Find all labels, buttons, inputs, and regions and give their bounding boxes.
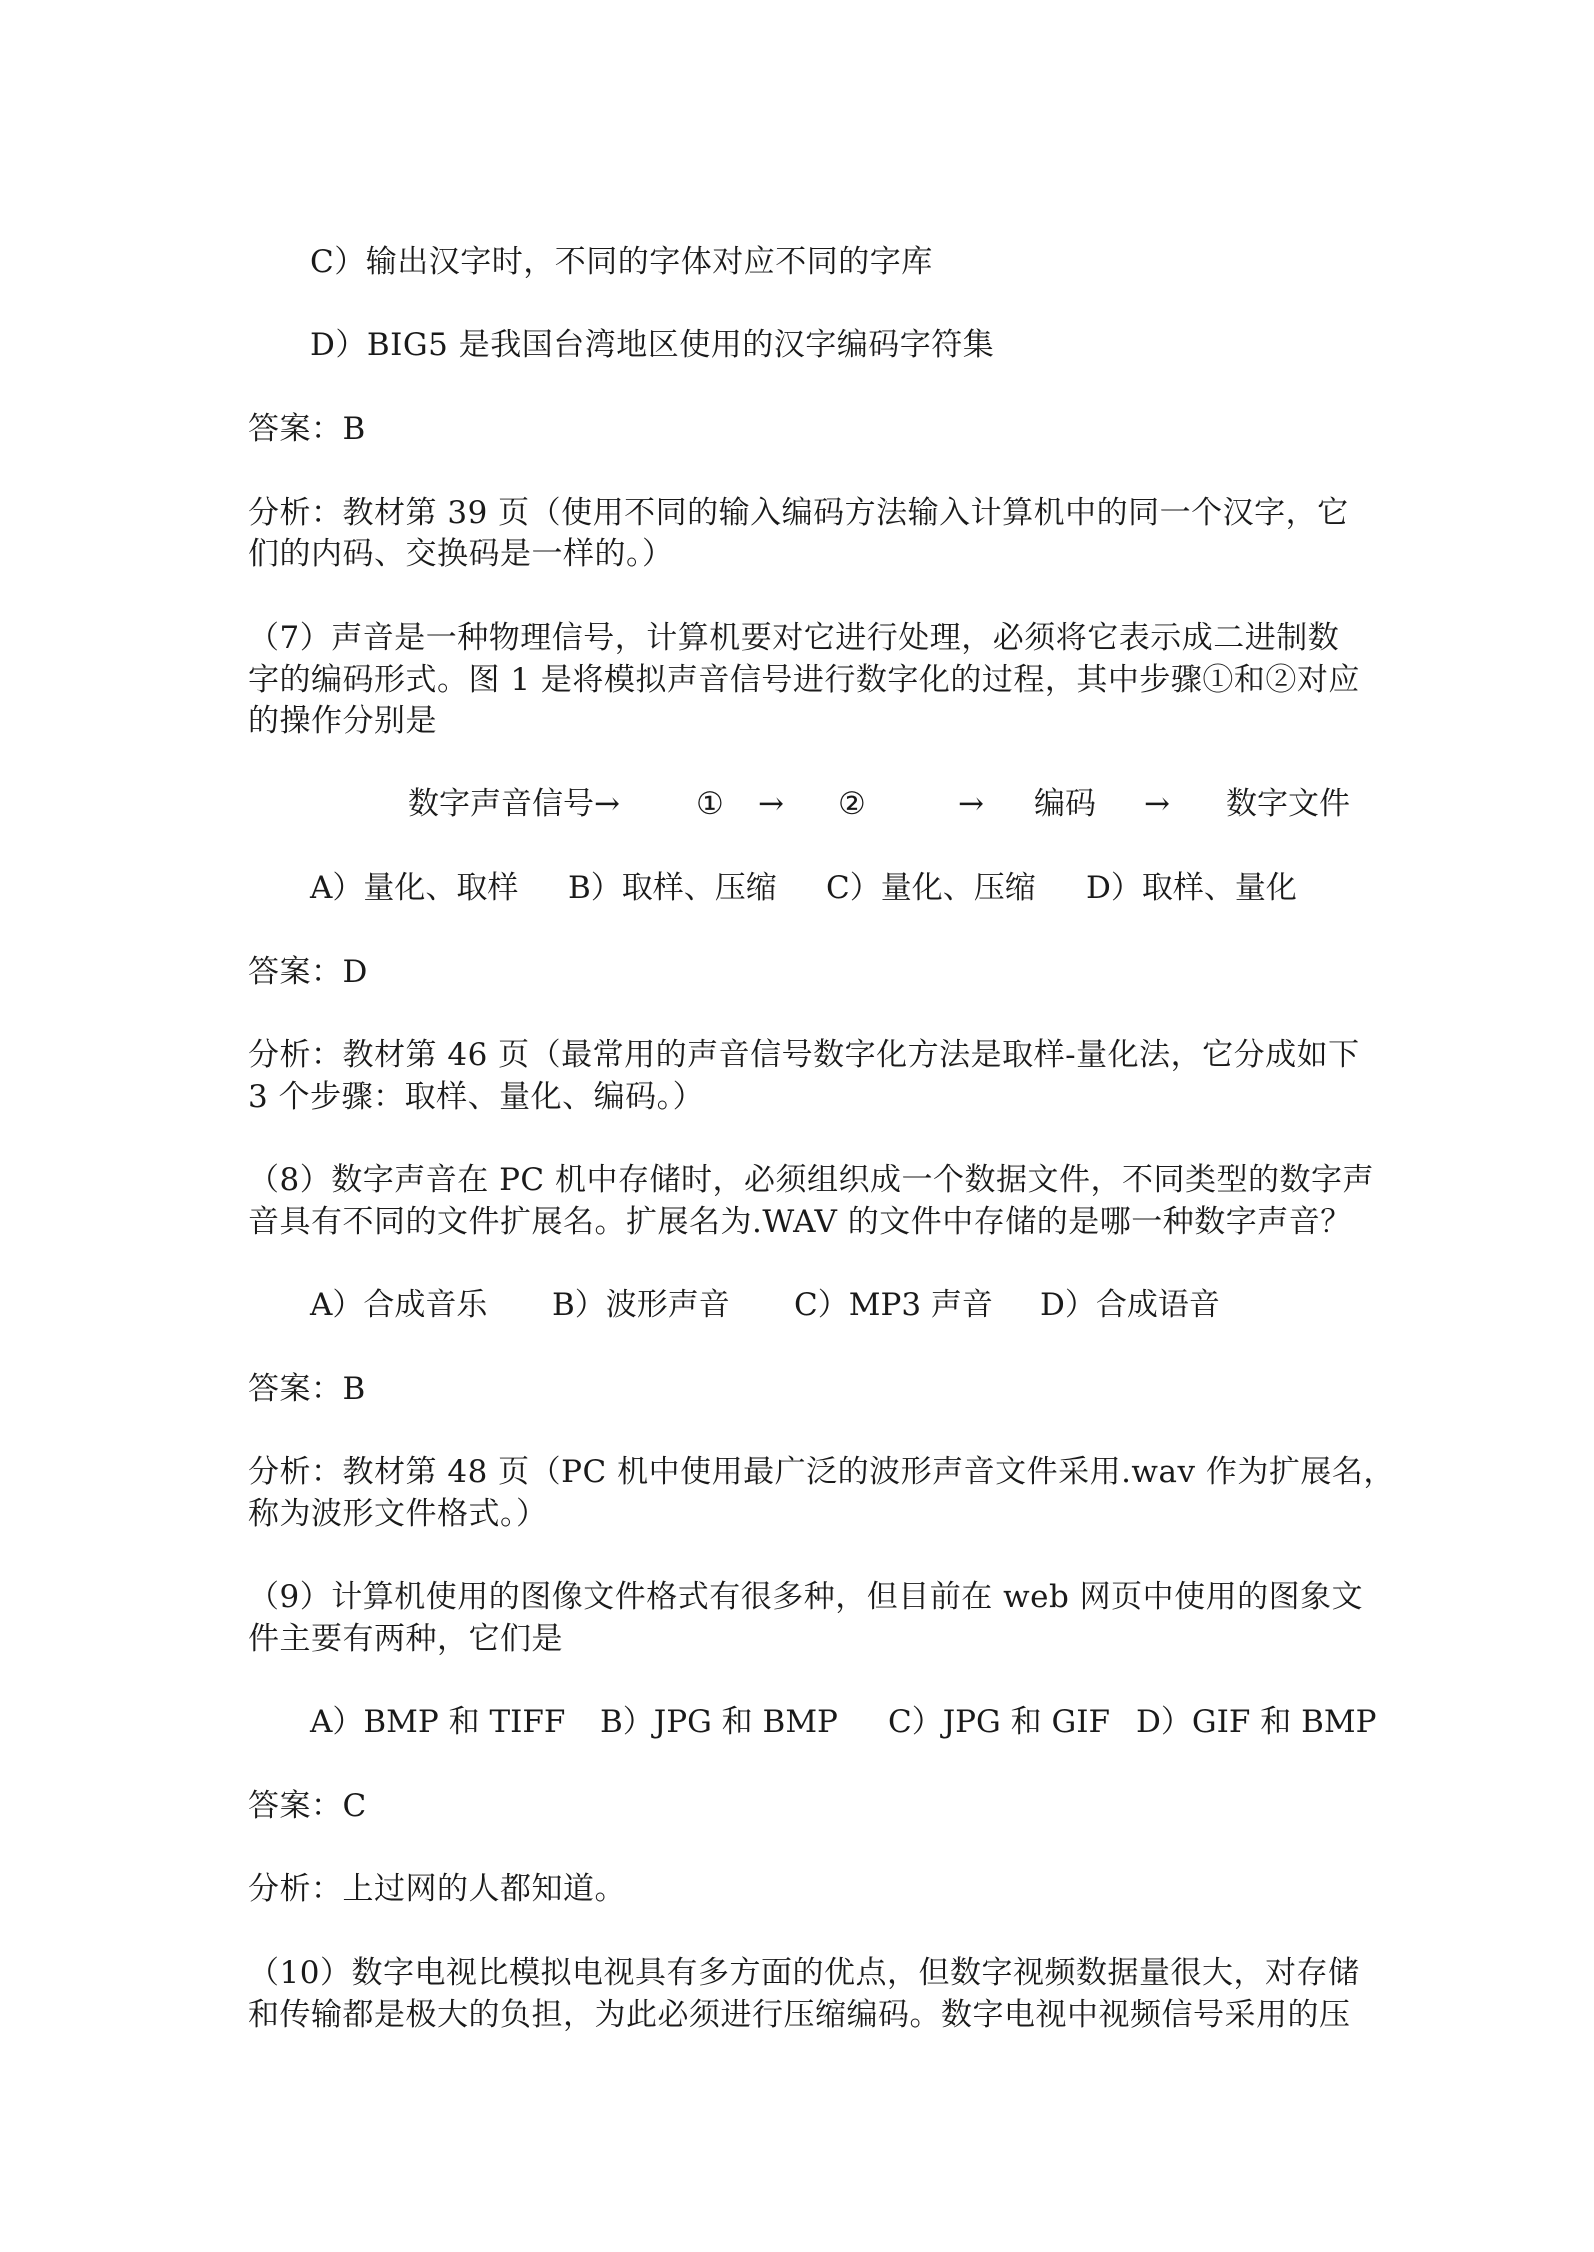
flow-step1: ① (696, 786, 724, 822)
q8-analysis-line2: 称为波形文件格式。） (248, 1496, 548, 1532)
q6-answer: 答案：B (248, 411, 366, 447)
q9-analysis: 分析：上过网的人都知道。 (248, 1871, 626, 1907)
flow-arrow1: → (758, 786, 784, 822)
q9-question-line2: 件主要有两种，它们是 (248, 1621, 563, 1657)
q7-question-line2: 字的编码形式。图 1 是将模拟声音信号进行数字化的过程，其中步骤①和②对应 (248, 662, 1360, 698)
q6-option-c: C）输出汉字时，不同的字体对应不同的字库 (310, 244, 933, 280)
q8-analysis-line1: 分析：教材第 48 页（PC 机中使用最广泛的波形声音文件采用.wav 作为扩展名， (248, 1454, 1395, 1490)
q8-option-c: C）MP3 声音 (794, 1287, 993, 1323)
q9-answer: 答案：C (248, 1788, 367, 1824)
q7-option-c: C）量化、压缩 (826, 870, 1036, 906)
q8-question-line2: 音具有不同的文件扩展名。扩展名为.WAV 的文件中存储的是哪一种数字声音？ (248, 1204, 1352, 1240)
q8-question-line1: （8）数字声音在 PC 机中存储时，必须组织成一个数据文件，不同类型的数字声 (248, 1162, 1375, 1198)
flow-end: 数字文件 (1226, 786, 1350, 822)
q8-option-b: B）波形声音 (552, 1287, 730, 1323)
flow-arrow3: → (1144, 786, 1170, 822)
flow-start: 数字声音信号→ (408, 786, 620, 822)
q7-analysis-line2: 3 个步骤：取样、量化、编码。） (248, 1079, 705, 1115)
q7-analysis-line1: 分析：教材第 46 页（最常用的声音信号数字化方法是取样-量化法，它分成如下 (248, 1037, 1360, 1073)
q9-option-a: A）BMP 和 TIFF (310, 1704, 566, 1740)
q7-answer: 答案：D (248, 954, 368, 990)
flow-step3: 编码 (1034, 786, 1096, 822)
q9-option-c: C）JPG 和 GIF (888, 1704, 1110, 1740)
flow-step2: ② (838, 786, 866, 822)
q10-question-line2: 和传输都是极大的负担，为此必须进行压缩编码。数字电视中视频信号采用的压 (248, 1997, 1351, 2033)
q7-question-line3: 的操作分别是 (248, 703, 437, 739)
q7-option-d: D）取样、量化 (1086, 870, 1297, 906)
q8-option-a: A）合成音乐 (310, 1287, 488, 1323)
q8-option-d: D）合成语音 (1040, 1287, 1220, 1323)
q8-answer: 答案：B (248, 1371, 366, 1407)
q10-question-line1: （10）数字电视比模拟电视具有多方面的优点，但数字视频数据量很大，对存储 (248, 1955, 1360, 1991)
flow-arrow2: → (958, 786, 984, 822)
q6-analysis-line2: 们的内码、交换码是一样的。） (248, 536, 674, 572)
q7-option-a: A）量化、取样 (310, 870, 519, 906)
q9-option-b: B）JPG 和 BMP (600, 1704, 838, 1740)
q6-option-d: D）BIG5 是我国台湾地区使用的汉字编码字符集 (310, 327, 995, 363)
q7-option-b: B）取样、压缩 (568, 870, 777, 906)
q6-analysis-line1: 分析：教材第 39 页（使用不同的输入编码方法输入计算机中的同一个汉字，它 (248, 495, 1349, 531)
q9-option-d: D）GIF 和 BMP (1136, 1704, 1377, 1740)
q9-question-line1: （9）计算机使用的图像文件格式有很多种，但目前在 web 网页中使用的图象文 (248, 1579, 1364, 1615)
q7-question-line1: （7）声音是一种物理信号，计算机要对它进行处理，必须将它表示成二进制数 (248, 620, 1340, 656)
